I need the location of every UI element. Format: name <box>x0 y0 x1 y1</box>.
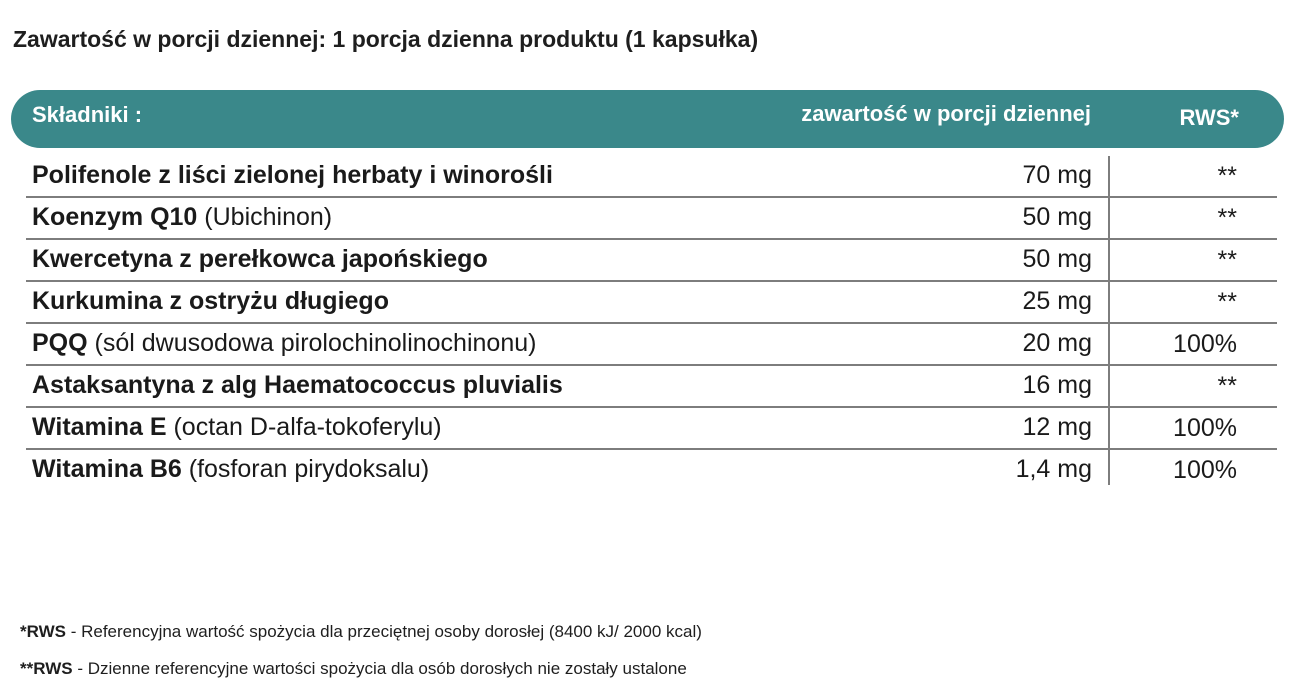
table-header <box>11 90 1284 148</box>
page-title: Zawartość w porcji dziennej: 1 porcja dzienna produktu (1 kapsułka) <box>13 26 759 52</box>
ingredient-rws: ** <box>1217 288 1237 316</box>
ingredient-rws: 100% <box>1173 456 1237 484</box>
table-row <box>26 240 1277 282</box>
ingredient-name: PQQ (sól dwusodowa pirolochinolinochinonu) <box>32 329 537 357</box>
ingredient-name: Witamina B6 (fosforan pirydoksalu) <box>32 455 430 483</box>
table-row <box>26 324 1277 366</box>
ingredient-rws: ** <box>1217 162 1237 190</box>
ingredient-name: Witamina E (octan D-alfa-tokoferylu) <box>32 413 442 441</box>
header-ingredients: Składniki : <box>32 102 143 127</box>
footnote-rws: *RWS - Referencyjna wartość spożycia dla przeciętnej osoby dorosłej (8400 kJ/ 2000 kcal) <box>20 622 702 641</box>
table-row <box>26 450 1277 490</box>
ingredient-rws: ** <box>1217 372 1237 400</box>
header-rws: RWS* <box>1179 105 1239 130</box>
ingredient-amount: 50 mg <box>1022 203 1092 231</box>
ingredient-name: Koenzym Q10 (Ubichinon) <box>32 203 333 231</box>
ingredient-amount: 70 mg <box>1022 161 1092 189</box>
ingredient-rws: 100% <box>1173 330 1237 358</box>
ingredient-name: Polifenole z liści zielonej herbaty i winorośli <box>32 161 553 189</box>
ingredient-amount: 20 mg <box>1022 329 1092 357</box>
ingredient-amount: 25 mg <box>1022 287 1092 315</box>
footnote-rws-undefined: **RWS - Dzienne referencyjne wartości spożycia dla osób dorosłych nie zostały ustalone <box>20 659 687 678</box>
table-row <box>26 282 1277 324</box>
ingredient-rws: ** <box>1217 246 1237 274</box>
ingredient-rws: 100% <box>1173 414 1237 442</box>
ingredient-name: Kurkumina z ostryżu długiego <box>32 287 389 315</box>
ingredient-name: Astaksantyna z alg Haematococcus pluvialis <box>32 371 563 399</box>
table-row <box>26 156 1277 198</box>
ingredient-name: Kwercetyna z perełkowca japońskiego <box>32 245 488 273</box>
table-row <box>26 198 1277 240</box>
table-row <box>26 366 1277 408</box>
ingredient-amount: 16 mg <box>1022 371 1092 399</box>
header-amount: zawartość w porcji dziennej <box>801 101 1091 126</box>
ingredient-amount: 1,4 mg <box>1015 455 1092 483</box>
table-row <box>26 408 1277 450</box>
ingredient-rws: ** <box>1217 204 1237 232</box>
ingredients-table <box>26 156 1277 490</box>
ingredient-amount: 12 mg <box>1022 413 1092 441</box>
ingredient-amount: 50 mg <box>1022 245 1092 273</box>
